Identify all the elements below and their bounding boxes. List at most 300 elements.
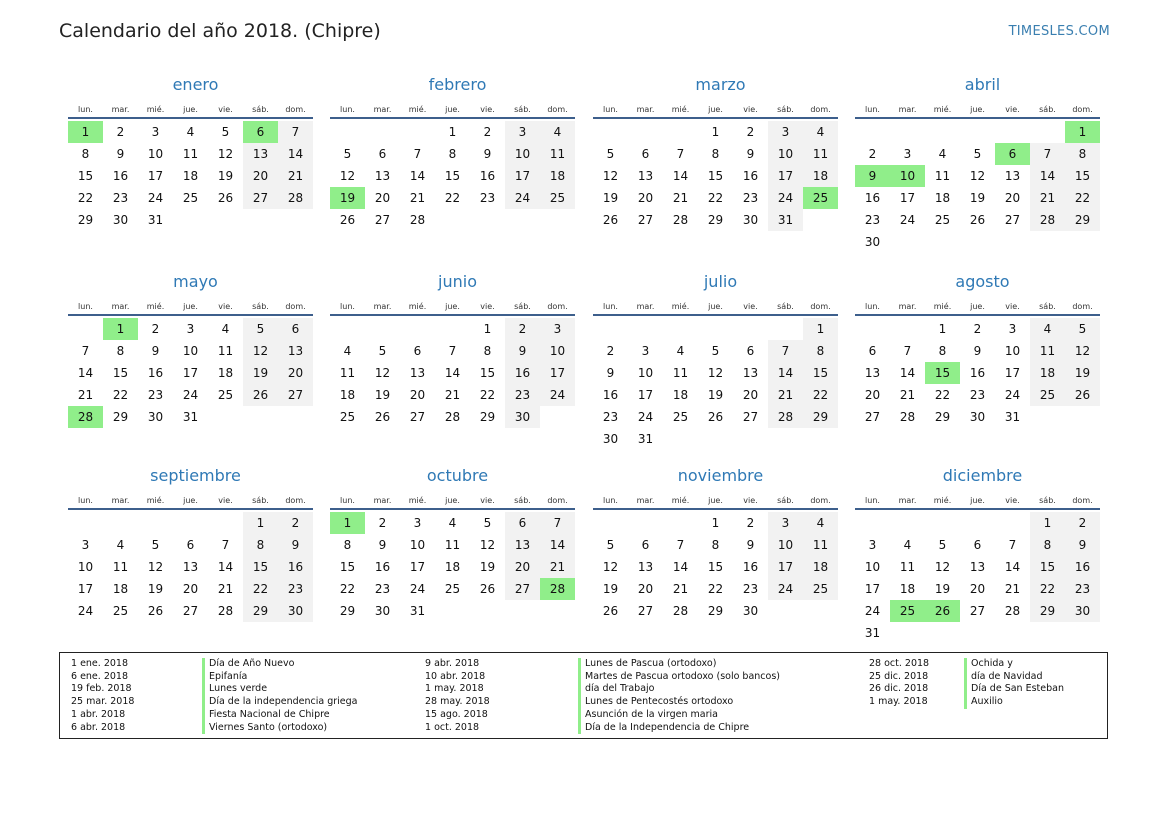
day-cell: 5 [606, 147, 615, 161]
day-cell: 21 [540, 556, 575, 578]
day-cell: 7 [768, 340, 803, 362]
month-name: junio [438, 272, 477, 291]
empty-cell [173, 512, 208, 534]
empty-cell [960, 121, 995, 143]
day-cell: 3 [151, 125, 160, 139]
day-cell: 12 [217, 147, 234, 161]
day-cell: 12 [243, 340, 278, 362]
day-cell: 5 [243, 318, 278, 340]
day-cell: 10 [768, 143, 803, 165]
day-cell: 24 [409, 582, 426, 596]
day-cell: 20 [374, 191, 391, 205]
weekday-label: mar. [111, 302, 130, 311]
day-cell: 7 [676, 147, 685, 161]
day-cell: 25 [444, 582, 461, 596]
month-name: septiembre [150, 466, 241, 485]
day-grid [68, 318, 313, 428]
empty-cell [435, 318, 470, 340]
legend-dates-col-2 [425, 658, 490, 734]
day-cell: 28 [217, 604, 234, 618]
legend-holiday-name: Viernes Santo (ortodoxo) [202, 722, 357, 735]
day-cell: 13 [637, 169, 654, 183]
empty-cell [855, 121, 890, 143]
day-grid [855, 318, 1100, 428]
day-cell: 4 [116, 538, 125, 552]
day-cell: 9 [151, 344, 160, 358]
day-cell: 13 [637, 560, 654, 574]
legend-date: 6 ene. 2018 [71, 670, 128, 682]
holiday-day-cell: 6 [995, 143, 1030, 165]
day-cell: 12 [339, 169, 356, 183]
legend-holiday-name: Lunes verde [202, 683, 357, 696]
day-cell: 30 [1065, 600, 1100, 622]
day-cell: 22 [112, 388, 129, 402]
day-cell: 23 [479, 191, 496, 205]
day-cell: 20 [637, 582, 654, 596]
day-cell: 17 [1004, 366, 1021, 380]
day-cell: 20 [1004, 191, 1021, 205]
day-cell: 27 [182, 604, 199, 618]
day-cell: 26 [602, 213, 619, 227]
day-cell: 28 [768, 406, 803, 428]
day-cell: 4 [938, 147, 947, 161]
day-cell: 28 [278, 187, 313, 209]
weekday-label: lun. [603, 496, 618, 505]
day-cell: 16 [602, 388, 619, 402]
empty-cell [330, 121, 365, 143]
day-cell: 23 [602, 410, 619, 424]
weekday-header [855, 487, 1100, 510]
day-cell: 4 [221, 322, 230, 336]
day-cell: 26 [339, 213, 356, 227]
day-cell: 7 [81, 344, 90, 358]
legend-holiday-name: día de Navidad [964, 671, 1064, 684]
weekday-label: lun. [340, 496, 355, 505]
empty-cell [208, 512, 243, 534]
day-cell: 19 [602, 582, 619, 596]
day-cell: 25 [182, 191, 199, 205]
empty-cell [995, 121, 1030, 143]
weekday-label: lun. [865, 496, 880, 505]
day-cell: 14 [768, 362, 803, 384]
day-cell: 1 [243, 512, 278, 534]
day-cell: 16 [278, 556, 313, 578]
day-cell: 21 [768, 384, 803, 406]
day-cell: 4 [1030, 318, 1065, 340]
legend-holiday-name: Asunción de la virgen maria [578, 709, 780, 722]
weekday-label: jue. [445, 496, 460, 505]
day-cell: 21 [444, 388, 461, 402]
day-grid [68, 121, 313, 231]
weekday-label: lun. [340, 302, 355, 311]
weekday-label: vie. [218, 496, 233, 505]
day-cell: 10 [505, 143, 540, 165]
day-cell: 10 [77, 560, 94, 574]
empty-cell [663, 512, 698, 534]
day-cell: 8 [448, 147, 457, 161]
month-name: agosto [955, 272, 1010, 291]
day-cell: 6 [505, 512, 540, 534]
day-cell: 1 [803, 318, 838, 340]
weekday-label: mar. [636, 302, 655, 311]
day-cell: 15 [707, 560, 724, 574]
day-cell: 19 [1065, 362, 1100, 384]
legend-date: 15 ago. 2018 [425, 708, 488, 720]
day-cell: 23 [864, 213, 881, 227]
empty-cell [925, 512, 960, 534]
day-cell: 13 [742, 366, 759, 380]
day-cell: 20 [409, 388, 426, 402]
holiday-day-cell: 1 [103, 318, 138, 340]
day-cell: 21 [77, 388, 94, 402]
day-cell: 3 [413, 516, 422, 530]
day-cell: 10 [768, 534, 803, 556]
day-cell: 18 [182, 169, 199, 183]
empty-cell [733, 318, 768, 340]
weekday-label: sáb. [514, 302, 531, 311]
weekday-label: mar. [898, 496, 917, 505]
day-cell: 25 [803, 578, 838, 600]
weekday-label: vie. [1005, 105, 1020, 114]
legend-dates-col-3 [869, 658, 929, 709]
day-cell: 26 [1065, 384, 1100, 406]
month-septiembre [68, 465, 313, 622]
day-cell: 2 [1065, 512, 1100, 534]
day-cell: 24 [505, 187, 540, 209]
day-cell: 8 [711, 147, 720, 161]
day-cell: 14 [672, 169, 689, 183]
holiday-day-cell: 28 [68, 406, 103, 428]
weekday-label: mié. [933, 496, 952, 505]
day-cell: 29 [1030, 600, 1065, 622]
weekday-label: jue. [445, 105, 460, 114]
day-cell: 15 [707, 169, 724, 183]
day-cell: 8 [116, 344, 125, 358]
empty-cell [400, 318, 435, 340]
day-cell: 19 [243, 362, 278, 384]
day-cell: 1 [938, 322, 947, 336]
day-cell: 23 [969, 388, 986, 402]
day-cell: 6 [868, 344, 877, 358]
day-cell: 7 [448, 344, 457, 358]
day-cell: 24 [182, 388, 199, 402]
day-cell: 4 [803, 512, 838, 534]
legend-holiday-name: Día de la Independencia de Chipre [578, 722, 780, 735]
weekday-label: vie. [743, 105, 758, 114]
weekday-label: dom. [285, 105, 306, 114]
day-cell: 10 [1004, 344, 1021, 358]
day-cell: 18 [339, 388, 356, 402]
day-cell: 15 [1065, 165, 1100, 187]
weekday-label: vie. [218, 105, 233, 114]
weekday-label: mié. [146, 105, 165, 114]
weekday-label: vie. [480, 105, 495, 114]
day-cell: 1 [711, 125, 720, 139]
day-cell: 6 [641, 147, 650, 161]
day-cell: 13 [374, 169, 391, 183]
empty-cell [890, 512, 925, 534]
brand-link[interactable]: TIMESLES.COM [1008, 24, 1110, 39]
day-cell: 16 [147, 366, 164, 380]
day-cell: 14 [899, 366, 916, 380]
day-cell: 10 [147, 147, 164, 161]
day-cell: 9 [746, 147, 755, 161]
day-cell: 1 [448, 125, 457, 139]
weekday-label: mié. [408, 496, 427, 505]
holiday-day-cell: 1 [1065, 121, 1100, 143]
day-cell: 22 [479, 388, 496, 402]
day-cell: 17 [864, 582, 881, 596]
legend-dates-col-1 [71, 658, 134, 734]
day-cell: 22 [934, 388, 951, 402]
month-name: julio [703, 272, 738, 291]
legend-holiday-name: Lunes de Pascua (ortodoxo) [578, 658, 780, 671]
weekday-label: dom. [810, 105, 831, 114]
day-cell: 18 [934, 191, 951, 205]
day-cell: 25 [1030, 384, 1065, 406]
weekday-label: vie. [1005, 302, 1020, 311]
day-cell: 16 [742, 560, 759, 574]
day-cell: 27 [374, 213, 391, 227]
day-cell: 3 [540, 318, 575, 340]
weekday-label: vie. [1005, 496, 1020, 505]
day-cell: 4 [540, 121, 575, 143]
day-cell: 29 [707, 213, 724, 227]
day-cell: 2 [746, 516, 755, 530]
day-cell: 13 [182, 560, 199, 574]
day-cell: 17 [899, 191, 916, 205]
day-cell: 12 [934, 560, 951, 574]
legend-holiday-name: Epifanía [202, 671, 357, 684]
day-cell: 13 [278, 340, 313, 362]
weekday-label: jue. [708, 105, 723, 114]
empty-cell [890, 121, 925, 143]
day-cell: 30 [742, 213, 759, 227]
day-cell: 27 [742, 410, 759, 424]
day-cell: 23 [112, 191, 129, 205]
weekday-label: mié. [933, 105, 952, 114]
weekday-label: lun. [78, 105, 93, 114]
weekday-label: sáb. [777, 302, 794, 311]
weekday-label: sáb. [514, 496, 531, 505]
day-cell: 22 [1065, 187, 1100, 209]
day-cell: 26 [217, 191, 234, 205]
day-cell: 11 [1030, 340, 1065, 362]
day-cell: 11 [540, 143, 575, 165]
day-cell: 8 [711, 538, 720, 552]
day-cell: 31 [1004, 410, 1021, 424]
day-cell: 20 [969, 582, 986, 596]
weekday-label: mié. [408, 302, 427, 311]
day-cell: 31 [637, 432, 654, 446]
day-cell: 27 [637, 213, 654, 227]
holiday-day-cell: 26 [925, 600, 960, 622]
day-cell: 10 [182, 344, 199, 358]
empty-cell [925, 121, 960, 143]
day-cell: 16 [969, 366, 986, 380]
day-cell: 5 [151, 538, 160, 552]
day-cell: 13 [864, 366, 881, 380]
day-cell: 29 [803, 406, 838, 428]
day-cell: 29 [77, 213, 94, 227]
day-cell: 23 [147, 388, 164, 402]
month-name: noviembre [677, 466, 764, 485]
weekday-label: mar. [898, 302, 917, 311]
day-cell: 23 [742, 582, 759, 596]
day-cell: 28 [1030, 209, 1065, 231]
month-abril [855, 74, 1100, 253]
day-cell: 3 [641, 344, 650, 358]
day-cell: 16 [112, 169, 129, 183]
holiday-legend [59, 652, 1108, 739]
day-cell: 9 [116, 147, 125, 161]
day-cell: 8 [81, 147, 90, 161]
weekday-label: mar. [373, 496, 392, 505]
legend-date: 9 abr. 2018 [425, 658, 480, 669]
day-cell: 7 [540, 512, 575, 534]
day-cell: 27 [243, 187, 278, 209]
day-cell: 11 [899, 560, 916, 574]
empty-cell [628, 121, 663, 143]
day-cell: 16 [1065, 556, 1100, 578]
day-cell: 11 [934, 169, 951, 183]
month-octubre [330, 465, 575, 622]
day-cell: 21 [672, 582, 689, 596]
day-cell: 16 [479, 169, 496, 183]
day-grid [855, 512, 1100, 644]
day-cell: 17 [505, 165, 540, 187]
legend-date: 1 may. 2018 [869, 696, 928, 708]
day-cell: 27 [1004, 213, 1021, 227]
day-cell: 21 [409, 191, 426, 205]
day-cell: 22 [1030, 578, 1065, 600]
day-cell: 24 [1004, 388, 1021, 402]
holiday-day-cell: 9 [855, 165, 890, 187]
legend-date: 1 ene. 2018 [71, 658, 128, 669]
day-cell: 21 [278, 165, 313, 187]
weekday-label: dom. [810, 302, 831, 311]
day-cell: 11 [217, 344, 234, 358]
day-cell: 21 [1004, 582, 1021, 596]
weekday-label: mar. [898, 105, 917, 114]
day-cell: 30 [374, 604, 391, 618]
holiday-day-cell: 25 [803, 187, 838, 209]
day-cell: 4 [343, 344, 352, 358]
day-cell: 11 [803, 534, 838, 556]
weekday-header [68, 96, 313, 119]
day-cell: 17 [768, 165, 803, 187]
day-cell: 23 [1065, 578, 1100, 600]
weekday-header [593, 96, 838, 119]
empty-cell [103, 512, 138, 534]
day-cell: 20 [505, 556, 540, 578]
day-cell: 20 [742, 388, 759, 402]
day-cell: 24 [637, 410, 654, 424]
weekday-label: mié. [671, 302, 690, 311]
day-cell: 7 [278, 121, 313, 143]
month-name: mayo [173, 272, 218, 291]
month-febrero [330, 74, 575, 231]
day-cell: 14 [444, 366, 461, 380]
weekday-label: mar. [373, 105, 392, 114]
day-cell: 5 [938, 538, 947, 552]
weekday-header [593, 293, 838, 316]
weekday-header [68, 487, 313, 510]
legend-date: 1 may. 2018 [425, 683, 484, 695]
day-cell: 2 [278, 512, 313, 534]
month-junio [330, 271, 575, 428]
day-cell: 29 [112, 410, 129, 424]
day-cell: 10 [409, 538, 426, 552]
empty-cell [663, 121, 698, 143]
day-cell: 5 [1065, 318, 1100, 340]
weekday-label: lun. [865, 105, 880, 114]
day-cell: 15 [339, 560, 356, 574]
empty-cell [593, 512, 628, 534]
weekday-label: jue. [183, 105, 198, 114]
weekday-label: mié. [933, 302, 952, 311]
holiday-day-cell: 25 [890, 600, 925, 622]
day-cell: 31 [864, 626, 881, 640]
weekday-header [855, 293, 1100, 316]
day-cell: 30 [505, 406, 540, 428]
day-cell: 6 [378, 147, 387, 161]
day-cell: 19 [707, 388, 724, 402]
empty-cell [330, 318, 365, 340]
day-cell: 22 [707, 191, 724, 205]
weekday-label: jue. [970, 302, 985, 311]
day-cell: 5 [973, 147, 982, 161]
weekday-label: dom. [1072, 496, 1093, 505]
day-cell: 24 [768, 578, 803, 600]
empty-cell [400, 121, 435, 143]
day-cell: 28 [672, 604, 689, 618]
day-cell: 31 [409, 604, 426, 618]
day-cell: 16 [505, 362, 540, 384]
legend-date: 28 oct. 2018 [869, 658, 930, 669]
month-julio [593, 271, 838, 450]
day-cell: 6 [413, 344, 422, 358]
day-cell: 24 [899, 213, 916, 227]
weekday-header [330, 96, 575, 119]
day-cell: 14 [278, 143, 313, 165]
weekday-label: mar. [111, 496, 130, 505]
weekday-label: lun. [340, 105, 355, 114]
legend-date: 26 dic. 2018 [869, 683, 929, 695]
month-agosto [855, 271, 1100, 428]
empty-cell [768, 318, 803, 340]
day-cell: 8 [483, 344, 492, 358]
legend-date: 10 abr. 2018 [425, 670, 486, 682]
day-cell: 22 [707, 582, 724, 596]
day-cell: 20 [637, 191, 654, 205]
day-cell: 2 [483, 125, 492, 139]
day-cell: 29 [339, 604, 356, 618]
day-cell: 21 [672, 191, 689, 205]
day-cell: 4 [186, 125, 195, 139]
day-cell: 2 [746, 125, 755, 139]
month-name: octubre [426, 466, 489, 485]
day-cell: 11 [672, 366, 689, 380]
day-cell: 9 [483, 147, 492, 161]
day-cell: 16 [374, 560, 391, 574]
day-cell: 27 [278, 384, 313, 406]
day-cell: 8 [243, 534, 278, 556]
day-cell: 31 [768, 209, 803, 231]
day-cell: 8 [343, 538, 352, 552]
day-cell: 7 [903, 344, 912, 358]
day-cell: 25 [217, 388, 234, 402]
